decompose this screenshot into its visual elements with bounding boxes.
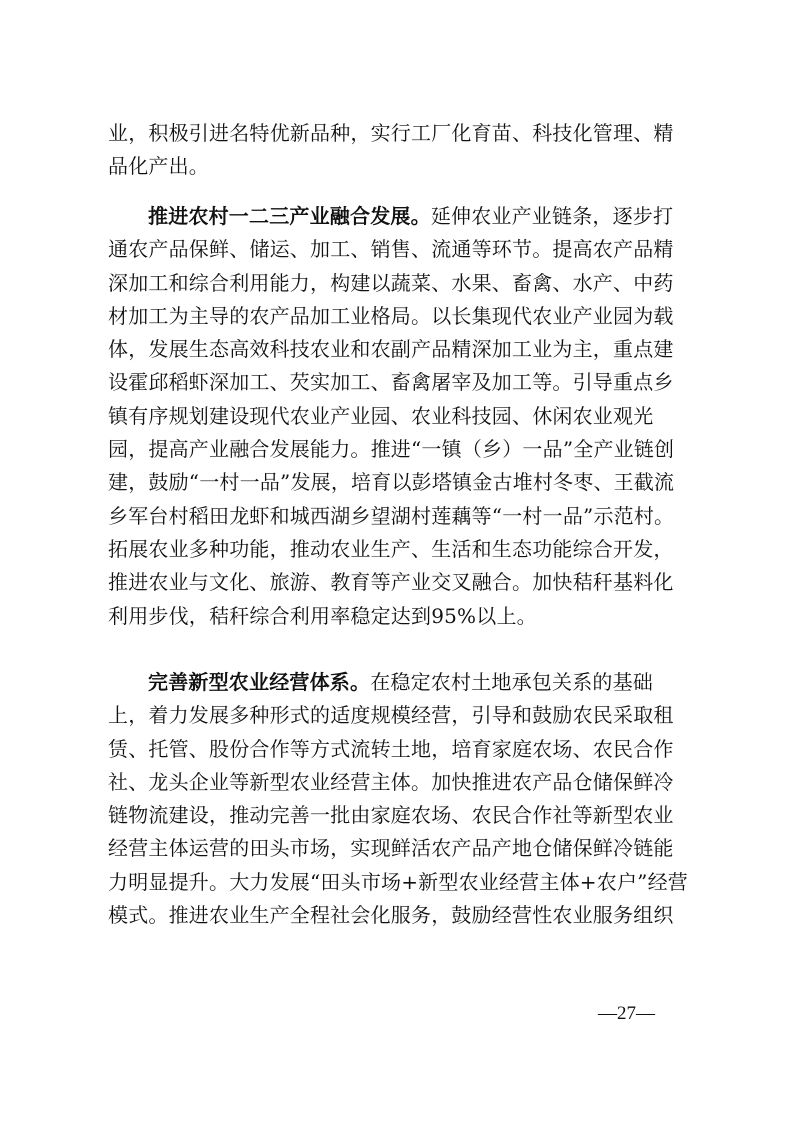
paragraph-heading: 完善新型农业经营体系。: [148, 670, 371, 694]
paragraph-text: 在稳定农村土地承包关系的基础上，着力发展多种形式的适度规模经营，引导和鼓励农民采取租赁、托管、股份合作等方式流转土地，培育家庭农场、农民合作社、龙头企业等新型农业经营主体。加快推进农产品仓储保鲜冷链物流建设，推动完善一批由家庭农场、农民合作社等新型农业经营主体运营的田头市场，实现鲜活农产品产地仓储保鲜冷链能力明显提升。大力发展“田头市场+新型农业经营主体+农户”经营模式。推进农业生产全程社会化服务，鼓励经营性农业服务组织: [108, 670, 688, 928]
paragraph-industry-integration: [108, 200, 688, 633]
paragraph-business-system: [108, 666, 688, 932]
paragraph-text: 业，积极引进名特优新品种，实行工厂化育苗、科技化管理、精品化产出。: [108, 121, 674, 179]
continued-paragraph: [108, 117, 688, 184]
paragraph-text: 延伸农业产业链条，逐步打通农产品保鲜、储运、加工、销售、流通等环节。提高农产品精深加工和综合利用能力，构建以蔬菜、水果、畜禽、水产、中药材加工为主导的农产品加工业格局。以长集现代农业产业园为载体，发展生态高效科技农业和农副产品精深加工业为主，重点建设霍邱稻虾深加工、芡实加工、畜禽屠宰及加工等。引导重点乡镇有序规划建设现代农业产业园、农业科技园、休闲农业观光园，提高产业融合发展能力。推进“一镇（乡）一品”全产业链创建，鼓励“一村一品”发展，培育以彭塔镇金古堆村冬枣、王截流乡军台村稻田龙虾和城西湖乡望湖村莲藕等“一村一品”示范村。拓展农业多种功能，推动农业生产、生活和生态功能综合开发，推进农业与文化、旅游、教育等产业交叉融合。加快秸秆基料化利用步伐，秸秆综合利用率稳定达到95%以上。: [108, 204, 675, 628]
page-number: —27—: [598, 1003, 655, 1024]
paragraph-heading: 推进农村一二三产业融合发展。: [148, 204, 431, 228]
